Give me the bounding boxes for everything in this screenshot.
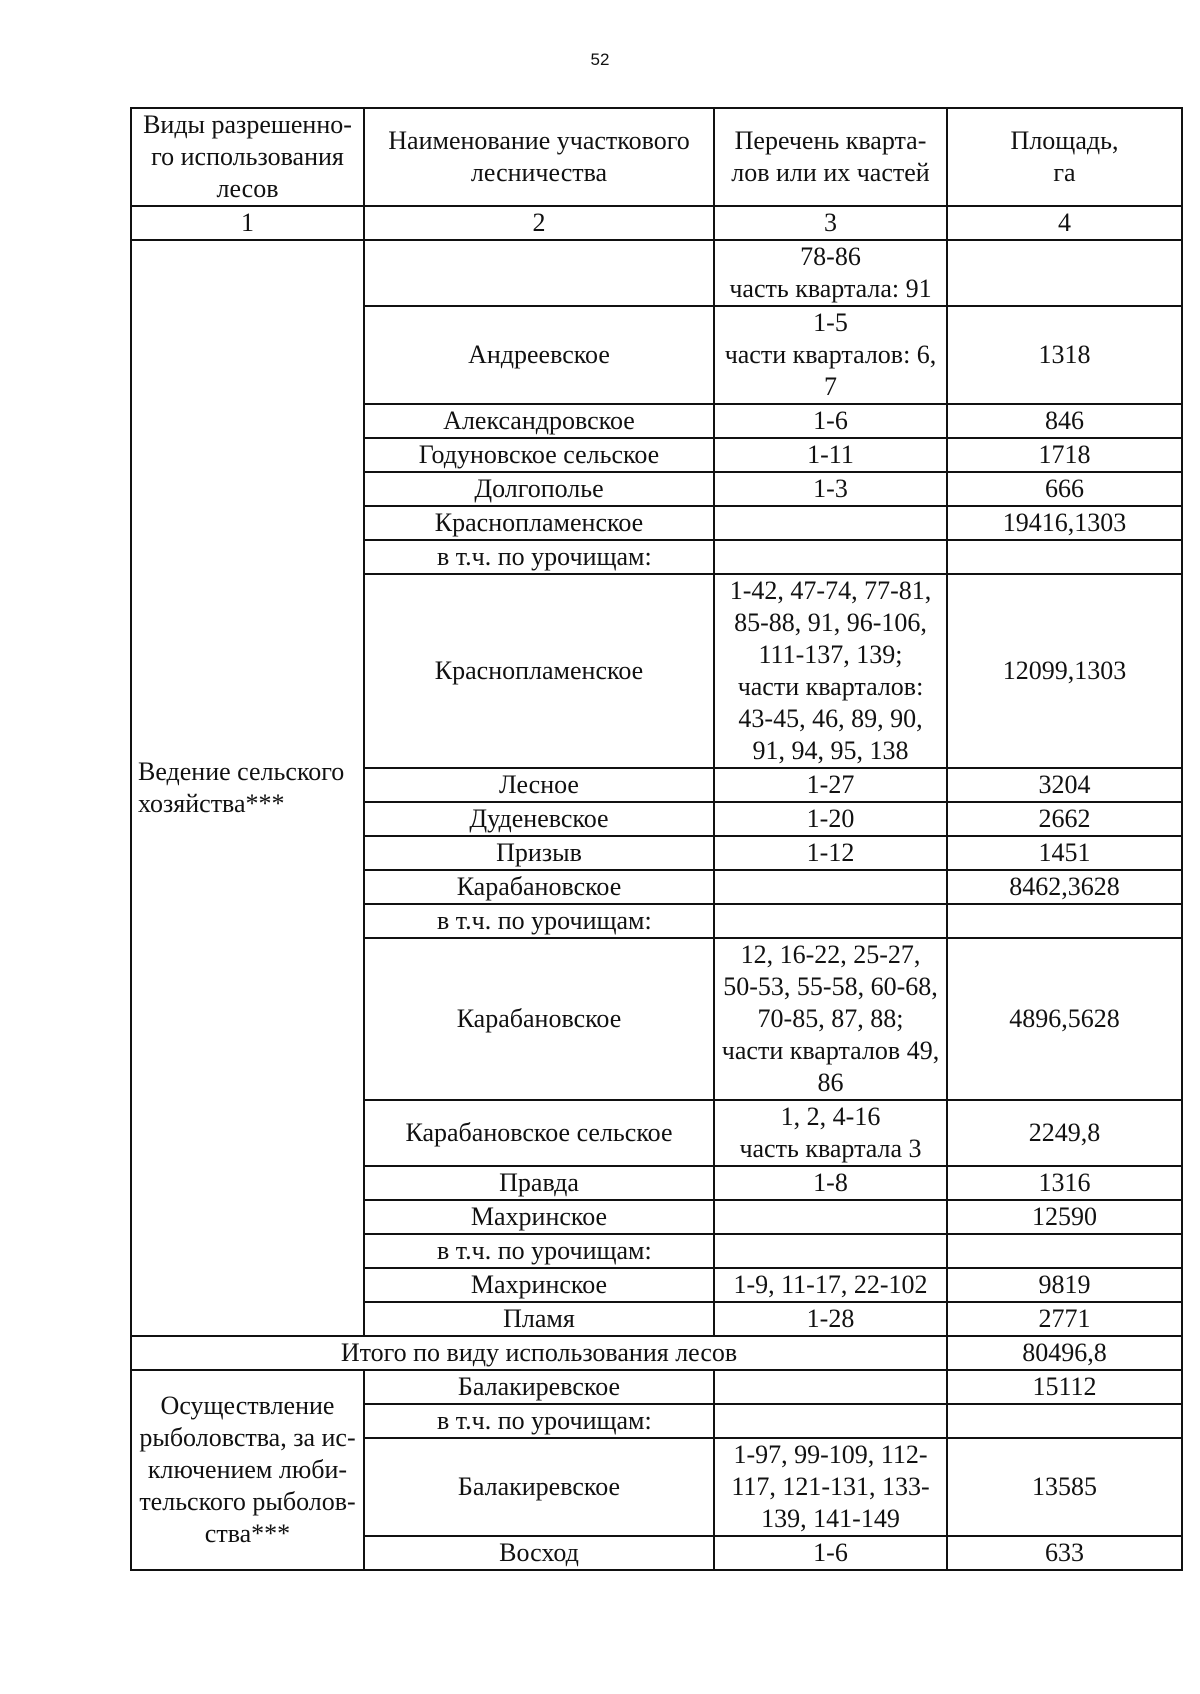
forestry-name: Александровское bbox=[364, 404, 714, 438]
forestry-name: Правда bbox=[364, 1166, 714, 1200]
forestry-name: Карабановское bbox=[364, 870, 714, 904]
area-value: 12590 bbox=[947, 1200, 1182, 1234]
area-value: 2662 bbox=[947, 802, 1182, 836]
table-body bbox=[131, 108, 1182, 1570]
area-value: 15112 bbox=[947, 1370, 1182, 1404]
forestry-name: Восход bbox=[364, 1536, 714, 1570]
quarters-list: 1-27 bbox=[714, 768, 947, 802]
quarters-list bbox=[714, 1404, 947, 1438]
quarters-list: 1-6 bbox=[714, 404, 947, 438]
table-row bbox=[131, 1370, 1182, 1404]
forestry-name: в т.ч. по урочищам: bbox=[364, 1404, 714, 1438]
column-number: 1 bbox=[131, 206, 364, 240]
quarters-list bbox=[714, 1370, 947, 1404]
forestry-name: Пламя bbox=[364, 1302, 714, 1336]
quarters-list bbox=[714, 870, 947, 904]
column-number: 4 bbox=[947, 206, 1182, 240]
quarters-list: 1-5 части кварталов: 6, 7 bbox=[714, 306, 947, 404]
quarters-list: 1-8 bbox=[714, 1166, 947, 1200]
forestry-name: в т.ч. по урочищам: bbox=[364, 904, 714, 938]
area-value: 1318 bbox=[947, 306, 1182, 404]
quarters-list: 1-42, 47-74, 77-81, 85-88, 91, 96-106, 111-137, 139; части кварталов: 43-45, 46, 89, 90, 91, 94, 95, 138 bbox=[714, 574, 947, 768]
quarters-list bbox=[714, 540, 947, 574]
area-value: 19416,1303 bbox=[947, 506, 1182, 540]
area-value: 8462,3628 bbox=[947, 870, 1182, 904]
forestry-name: Карабановское сельское bbox=[364, 1100, 714, 1166]
area-value bbox=[947, 904, 1182, 938]
area-value: 1718 bbox=[947, 438, 1182, 472]
forest-use-table bbox=[130, 107, 1183, 1571]
area-value: 4896,5628 bbox=[947, 938, 1182, 1100]
page-number: 52 bbox=[590, 50, 610, 69]
forestry-name: Долгополье bbox=[364, 472, 714, 506]
section1-kind: Ведение сельского хозяйства*** bbox=[131, 240, 364, 1336]
forestry-name: Балакиревское bbox=[364, 1438, 714, 1536]
area-value bbox=[947, 540, 1182, 574]
quarters-list: 1-97, 99-109, 112- 117, 121-131, 133- 139, 141-149 bbox=[714, 1438, 947, 1536]
forestry-name: Карабановское bbox=[364, 938, 714, 1100]
quarters-list: 12, 16-22, 25-27, 50-53, 55-58, 60-68, 70-85, 87, 88; части кварталов 49, 86 bbox=[714, 938, 947, 1100]
total-row bbox=[131, 1336, 1182, 1370]
quarters-list: 1-28 bbox=[714, 1302, 947, 1336]
header-forestry: Наименование участкового лесничества bbox=[364, 108, 714, 206]
column-number: 3 bbox=[714, 206, 947, 240]
forestry-name: Махринское bbox=[364, 1200, 714, 1234]
quarters-list: 1, 2, 4-16 часть квартала 3 bbox=[714, 1100, 947, 1166]
quarters-list: 1-3 bbox=[714, 472, 947, 506]
forestry-name: Лесное bbox=[364, 768, 714, 802]
quarters-list bbox=[714, 1200, 947, 1234]
header-area: Площадь, га bbox=[947, 108, 1182, 206]
quarters-list bbox=[714, 1234, 947, 1268]
header-row bbox=[131, 108, 1182, 206]
area-value: 3204 bbox=[947, 768, 1182, 802]
forestry-name bbox=[364, 240, 714, 306]
quarters-list: 1-9, 11-17, 22-102 bbox=[714, 1268, 947, 1302]
area-value bbox=[947, 240, 1182, 306]
column-number: 2 bbox=[364, 206, 714, 240]
area-value: 2771 bbox=[947, 1302, 1182, 1336]
quarters-list: 1-12 bbox=[714, 836, 947, 870]
column-number-row bbox=[131, 206, 1182, 240]
total-label: Итого по виду использования лесов bbox=[131, 1336, 947, 1370]
forestry-name: Призыв bbox=[364, 836, 714, 870]
area-value: 2249,8 bbox=[947, 1100, 1182, 1166]
quarters-list: 1-11 bbox=[714, 438, 947, 472]
area-value: 13585 bbox=[947, 1438, 1182, 1536]
quarters-list: 78-86 часть квартала: 91 bbox=[714, 240, 947, 306]
forestry-name: Краснопламенское bbox=[364, 574, 714, 768]
quarters-list: 1-20 bbox=[714, 802, 947, 836]
area-value bbox=[947, 1404, 1182, 1438]
area-value: 633 bbox=[947, 1536, 1182, 1570]
forestry-name: Махринское bbox=[364, 1268, 714, 1302]
section2-kind: Осуществление рыболовства, за ис- ключением люби- тельского рыболов- ства*** bbox=[131, 1370, 364, 1570]
area-value bbox=[947, 1234, 1182, 1268]
forestry-name: Балакиревское bbox=[364, 1370, 714, 1404]
area-value: 1451 bbox=[947, 836, 1182, 870]
quarters-list bbox=[714, 506, 947, 540]
total-area: 80496,8 bbox=[947, 1336, 1182, 1370]
forestry-name: Годуновское сельское bbox=[364, 438, 714, 472]
table-row bbox=[131, 240, 1182, 306]
area-value: 1316 bbox=[947, 1166, 1182, 1200]
forestry-name: Краснопламенское bbox=[364, 506, 714, 540]
forestry-name: Андреевское bbox=[364, 306, 714, 404]
area-value: 12099,1303 bbox=[947, 574, 1182, 768]
quarters-list bbox=[714, 904, 947, 938]
header-kind: Виды разрешенно- го использования лесов bbox=[131, 108, 364, 206]
area-value: 846 bbox=[947, 404, 1182, 438]
forestry-name: Дуденевское bbox=[364, 802, 714, 836]
area-value: 666 bbox=[947, 472, 1182, 506]
forestry-name: в т.ч. по урочищам: bbox=[364, 1234, 714, 1268]
area-value: 9819 bbox=[947, 1268, 1182, 1302]
forestry-name: в т.ч. по урочищам: bbox=[364, 540, 714, 574]
quarters-list: 1-6 bbox=[714, 1536, 947, 1570]
header-quarters: Перечень кварта- лов или их частей bbox=[714, 108, 947, 206]
